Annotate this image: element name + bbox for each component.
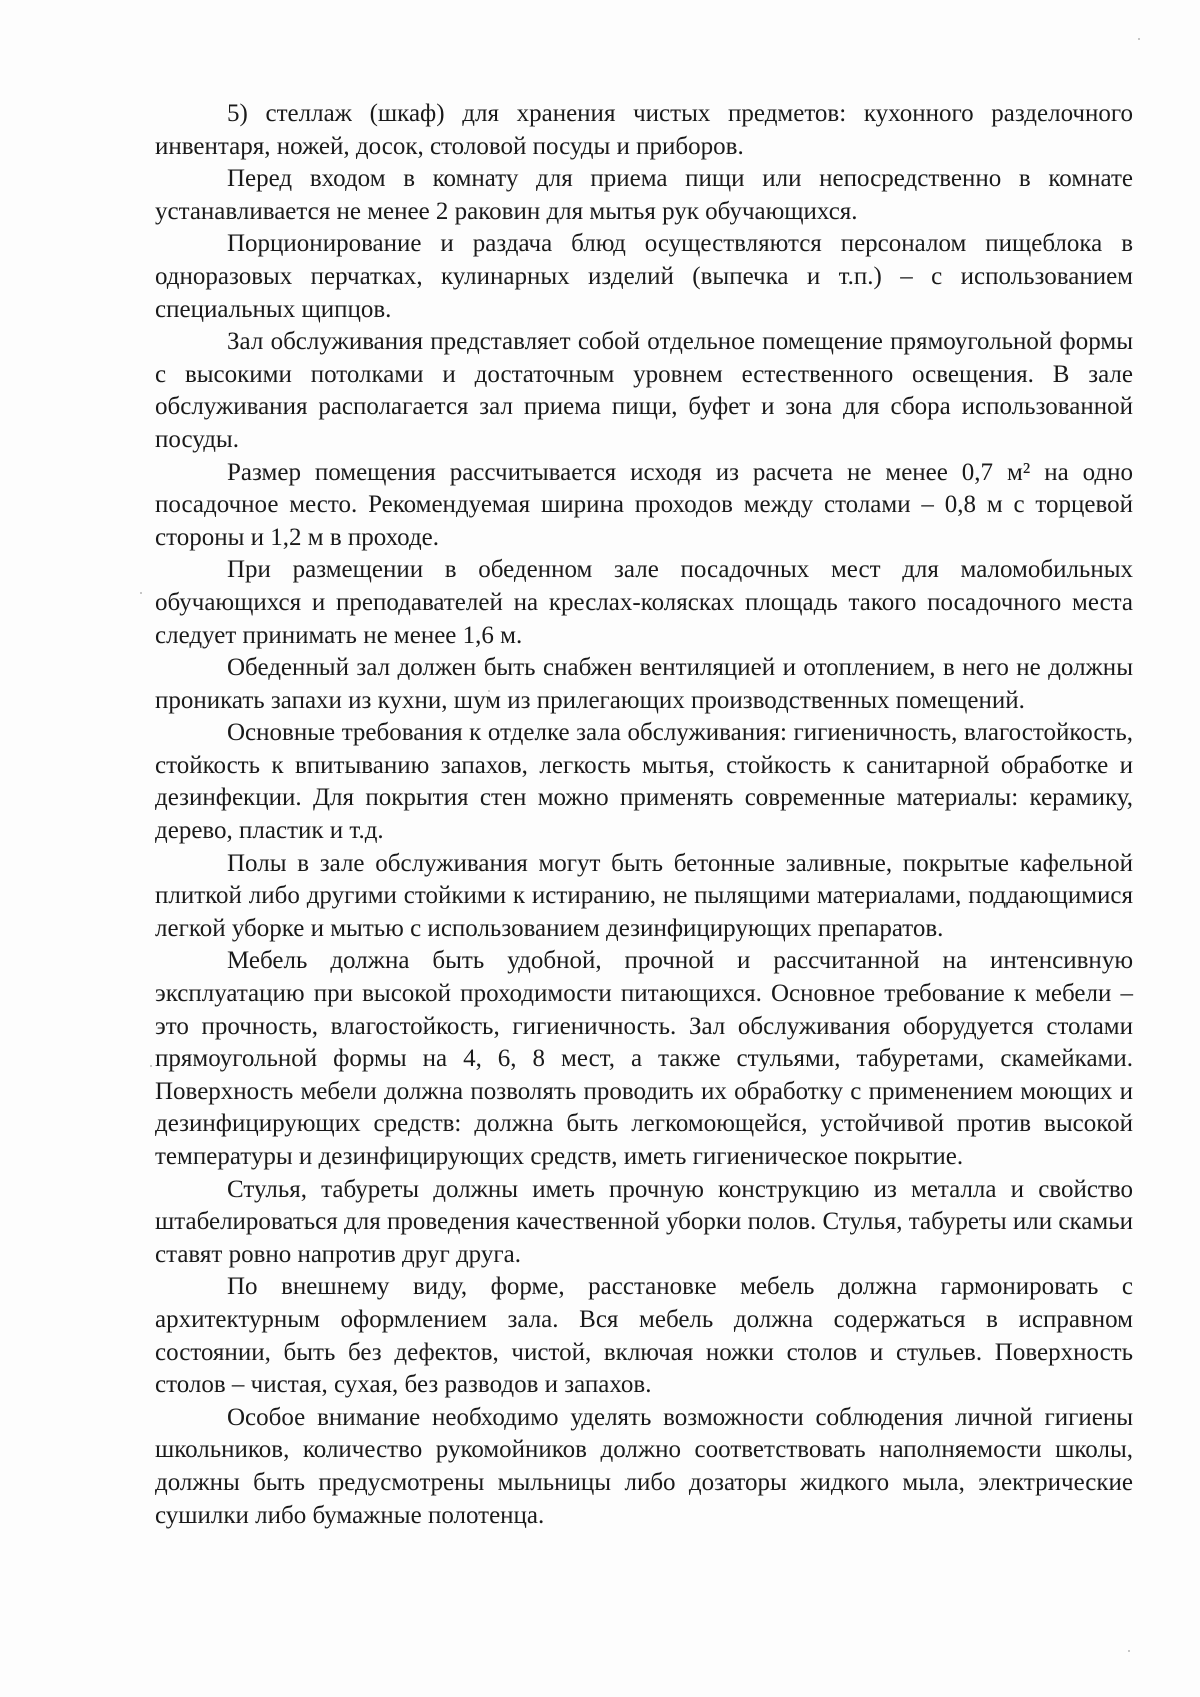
paragraph-finishing-requirements: Основные требования к отделке зала обслуживания: гигиеничность, влагостойкость, стойкость к впитыванию запахов, легкость мытья, стойкость к санитарной обработке и дезинфекции. Для покрытия стен можно применять современные материалы: керамику, дерево, пластик и т.д. xyxy=(155,719,1133,845)
paragraph-shelving: 5) стеллаж (шкаф) для хранения чистых предметов: кухонного разделочного инвентаря, ножей, досок, столовой посуды и приборов. xyxy=(155,100,1133,160)
paragraph-service-hall: Зал обслуживания представляет собой отдельное помещение прямоугольной формы с высокими потолками и достаточным уровнем естественного освещения. В зале обслуживания располагается зал приема пищи, буфет и зона для сбора использованной посуды. xyxy=(155,328,1133,453)
paragraph-portioning: Порционирование и раздача блюд осуществляются персоналом пищеблока в одноразовых перчатках, кулинарных изделий (выпечка и т.п.) – с использованием специальных щипцов. xyxy=(155,230,1133,323)
paragraph-floors: Полы в зале обслуживания могут быть бетонные заливные, покрытые кафельной плиткой либо другими стойкими к истиранию, не пылящими материалами, поддающимися легкой уборке и мытью с использованием дезинфицирующих препаратов. xyxy=(155,849,1133,942)
document-body xyxy=(155,98,1133,1532)
paragraph-room-size: Размер помещения рассчитывается исходя из расчета не менее 0,7 м² на одно посадочное место. Рекомендуемая ширина проходов между столами – 0,8 м с торцевой стороны и 1,2 м в проходе. xyxy=(155,458,1133,551)
paragraph-accessible-seating: При размещении в обеденном зале посадочных мест для маломобильных обучающихся и преподавателей на креслах-колясках площадь такого посадочного места следует принимать не менее 1,6 м. xyxy=(155,556,1133,649)
paragraph-personal-hygiene: Особое внимание необходимо уделять возможности соблюдения личной гигиены школьников, количество рукомойников должно соответствовать наполняемости школы, должны быть предусмотрены мыльницы либо дозаторы жидкого мыла, электрические сушилки либо бумажные полотенца. xyxy=(155,1403,1133,1529)
scan-speck xyxy=(150,1065,152,1067)
paragraph-chairs: Стулья, табуреты должны иметь прочную конструкцию из металла и свойство штабелироваться для проведения качественной уборки полов. Стулья, табуреты или скамьи ставят ровно напротив друг друга. xyxy=(155,1175,1133,1268)
scan-speck xyxy=(1138,38,1140,40)
paragraph-handwash-sinks: Перед входом в комнату для приема пищи или непосредственно в комнате устанавливается не менее 2 раковин для мытья рук обучающихся. xyxy=(155,165,1133,225)
paragraph-furniture: Мебель должна быть удобной, прочной и рассчитанной на интенсивную эксплуатацию при высокой проходимости питающихся. Основное требование к мебели – это прочность, влагостойкость, гигиеничность. Зал обслуживания оборудуется столами прямоугольной формы на 4, 6, 8 мест, а также стульями, табуретами, скамейками. Поверхность мебели должна позволять проводить их обработку с применением моющих и дезинфицирующих средств: должна быть легкомоющейся, устойчивой против высокой температуры и дезинфицирующих средств, иметь гигиеническое покрытие. xyxy=(155,947,1133,1170)
paragraph-furniture-appearance: По внешнему виду, форме, расстановке мебель должна гармонировать с архитектурным оформлением зала. Вся мебель должна содержаться в исправном состоянии, быть без дефектов, чистой, включая ножки столов и стульев. Поверхность столов – чистая, сухая, без разводов и запахов. xyxy=(155,1273,1133,1399)
paragraph-ventilation: Обеденный зал должен быть снабжен вентиляцией и отоплением, в него не должны проникать запахи из кухни, шум из прилегающих производственных помещений. xyxy=(155,654,1133,714)
scan-speck xyxy=(1128,1650,1130,1652)
scan-speck xyxy=(140,592,142,594)
